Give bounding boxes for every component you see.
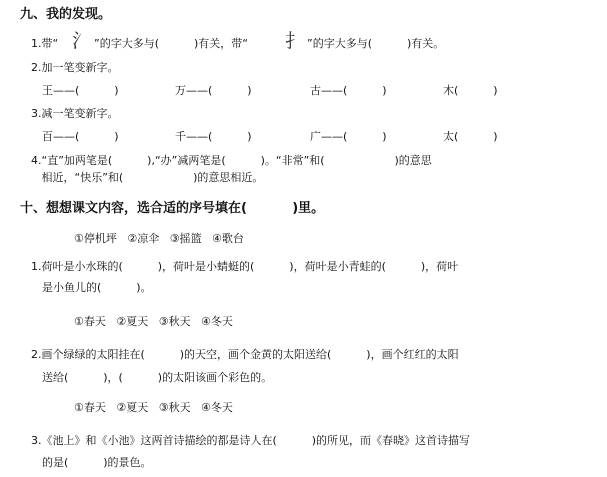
q9-2-item: 万——( ) xyxy=(175,84,252,97)
q9-4-line: 相近，“快乐”和( )的意思相近。 xyxy=(31,171,264,184)
section-10-title: 十、想想课文内容，选合适的序号填在( )里。 xyxy=(20,201,325,216)
q10-2-options: ①春天 ②夏天 ③秋天 ④冬天 xyxy=(74,315,233,328)
q9-2-label: 2.加一笔变新字。 xyxy=(31,61,119,74)
hand-radical-glyph: 扌 xyxy=(285,30,305,52)
q9-3-item: 百——( ) xyxy=(42,130,119,143)
q9-1-part-c: ”的字大多与( )有关。 xyxy=(307,37,445,50)
q9-3-item: 千——( ) xyxy=(175,130,252,143)
q9-1-part-a: 1.带“ xyxy=(31,37,59,50)
q9-2-item: 古——( ) xyxy=(310,84,387,97)
q9-2-item: 木( ) xyxy=(443,84,498,97)
q9-3-label: 3.减一笔变新字。 xyxy=(31,107,119,120)
q9-2-item: 王——( ) xyxy=(42,84,119,97)
q10-3-options: ①春天 ②夏天 ③秋天 ④冬天 xyxy=(74,401,233,414)
q9-3-item: 广——( ) xyxy=(310,130,387,143)
q9-1-part-b: ”的字大多与( )有关，带“ xyxy=(94,37,248,50)
q9-4-line: 4.“直”加两笔是( ),“办”减两笔是( )。“非常”和( )的意思 xyxy=(31,154,432,167)
q10-2-line: 2.画个绿绿的太阳挂在( )的天空，画个金黄的太阳送给( )，画个红红的太阳 xyxy=(31,348,459,361)
q10-1-options: ①停机坪 ②凉伞 ③摇篮 ④歌台 xyxy=(74,232,244,245)
q10-2-line: 送给( )，( )的太阳该画个彩色的。 xyxy=(42,371,273,384)
q9-3-item: 太( ) xyxy=(443,130,498,143)
q10-1-line: 是小鱼儿的( )。 xyxy=(42,281,152,294)
q10-3-line: 3.《池上》和《小池》这两首诗描绘的都是诗人在( )的所见，而《春晓》这首诗描写 xyxy=(31,434,471,447)
q10-3-line: 的是( )的景色。 xyxy=(42,456,152,469)
section-9-title: 九、我的发现。 xyxy=(20,7,112,22)
q10-1-line: 1.荷叶是小水珠的( )，荷叶是小蜻蜓的( )，荷叶是小青蛙的( )，荷叶 xyxy=(31,260,459,273)
water-radical-glyph: 氵 xyxy=(72,30,92,52)
